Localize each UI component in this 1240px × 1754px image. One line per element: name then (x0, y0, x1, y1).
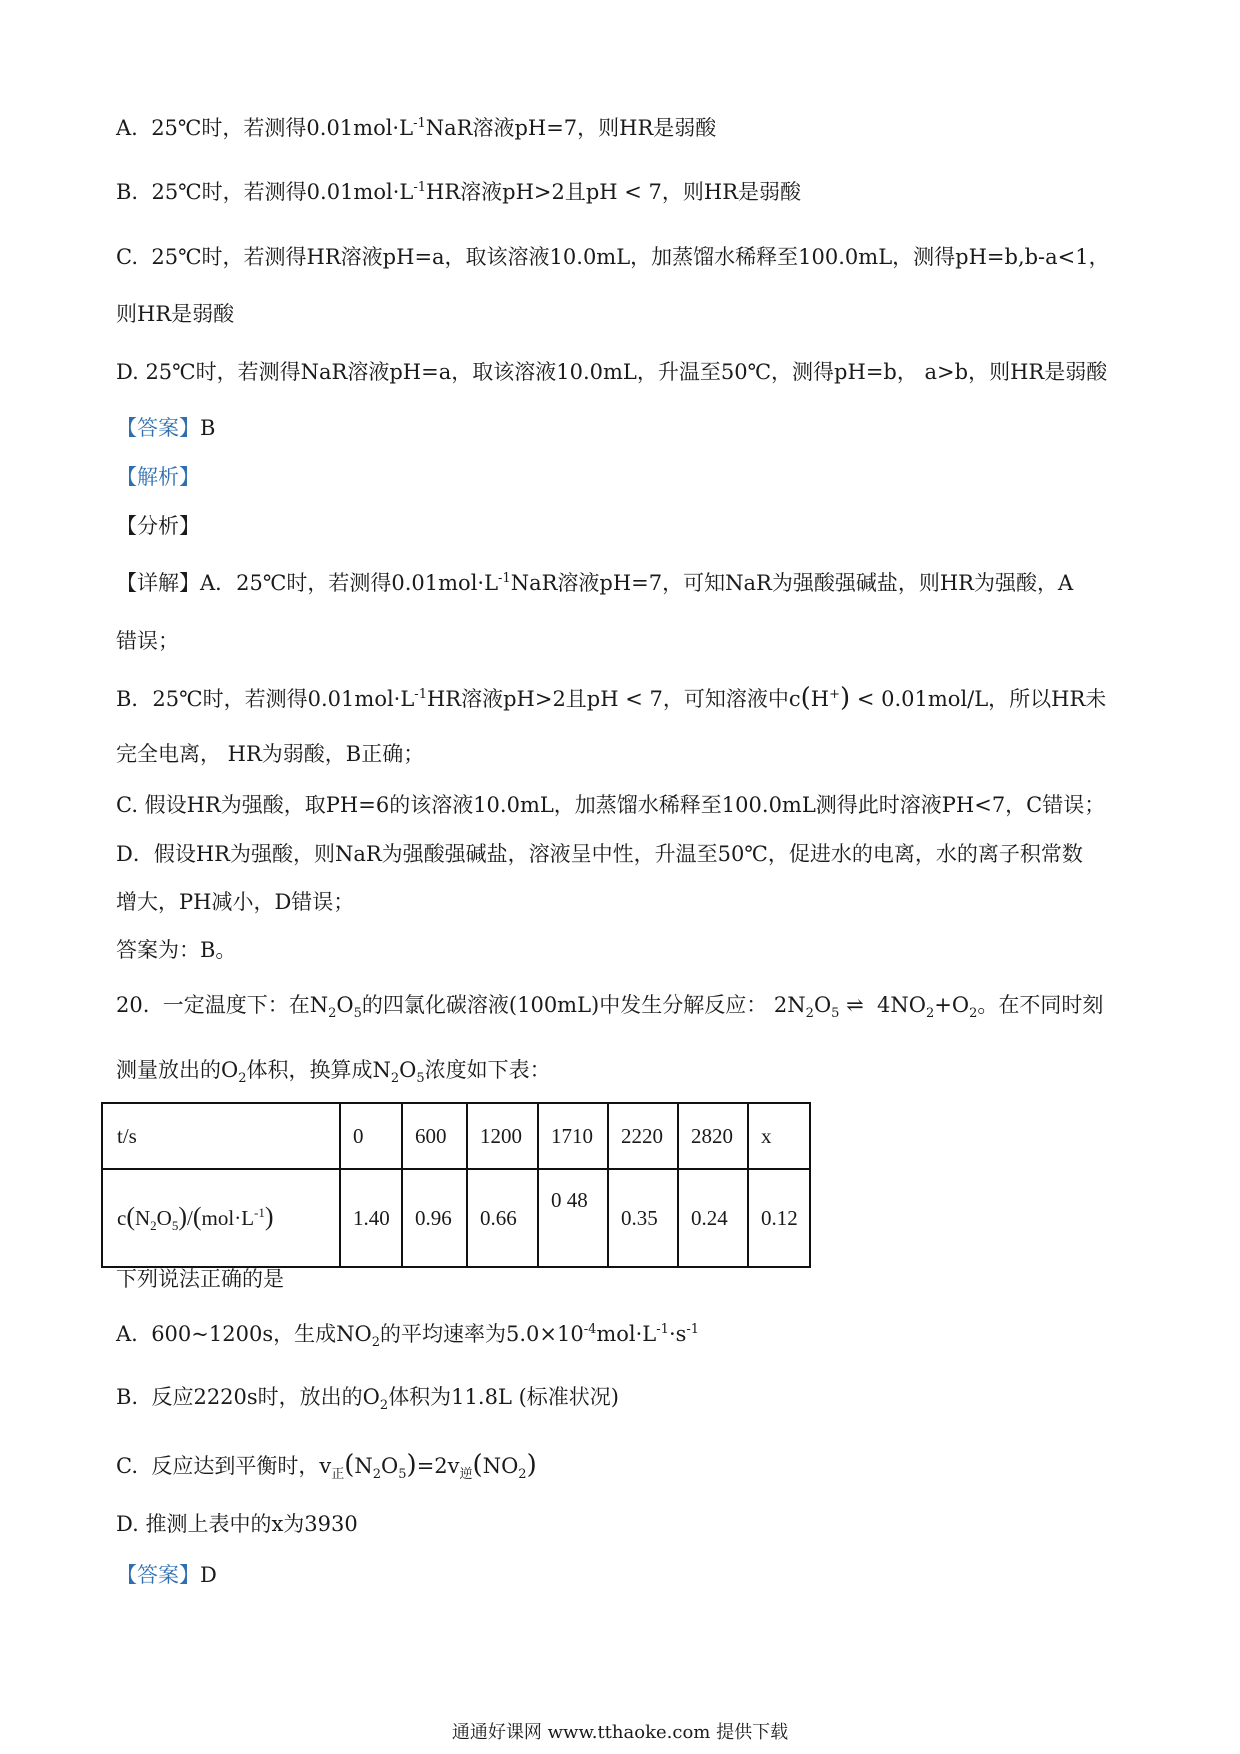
detail-d-line2: 增大，PH减小，D错误； (116, 890, 355, 914)
q20-stem-line2: 测量放出的$O_2$体积，换算成$N_2O_5$浓度如下表： (116, 1058, 551, 1086)
concentration-cell: 0.66 (467, 1169, 538, 1267)
time-cell: 2220 (608, 1103, 678, 1169)
q19-option-a: A. 25℃时，若测得$0.01mol\cdot L^{-1}NaR$溶液pH=7，则HR是弱酸 (116, 116, 717, 140)
table-row-time (102, 1103, 810, 1169)
answer-tag: 【答案】 (116, 1563, 200, 1587)
q20-option-c: C. 反应达到平衡时，$v_正(N_2O_5)=2v_逆(NO_2)$ (116, 1450, 537, 1482)
concentration-cell: 0 48 (538, 1169, 608, 1267)
detail-conclusion: 答案为：B。 (116, 938, 237, 962)
detail-b-line1: B．25℃时，若测得$0.01mol\cdot L^{-1}HR$溶液pH>2且pH < 7，可知溶液中c(H+) < 0.01mol/L，所以HR未 (116, 683, 1107, 713)
q19-option-c-line1: C. 25℃时，若测得HR溶液pH=a，取该溶液10.0mL，加蒸馏水稀释至100.0mL，测得pH=b,b-a<1， (116, 245, 1110, 269)
time-header: t/s (102, 1103, 340, 1169)
table-row-concentration (102, 1169, 810, 1267)
concentration-header: $c(N_2O_5)/(mol\cdot L^{-1})$ (102, 1169, 340, 1267)
q19-option-b: B. 25℃时，若测得$0.01mol\cdot L^{-1}HR$溶液pH>2且pH < 7，则HR是弱酸 (116, 180, 802, 204)
q20-answer (116, 1563, 217, 1588)
detail-c: C. 假设HR为强酸，取PH=6的该溶液10.0mL，加蒸馏水稀释至100.0mL测得此时溶液PH<7，C错误； (116, 793, 1106, 817)
time-cell: x (748, 1103, 810, 1169)
answer-tag: 【答案】 (116, 416, 200, 440)
q19-option-c-line2: 则HR是弱酸 (116, 302, 235, 326)
concentration-cell: 0.12 (748, 1169, 810, 1267)
detail-a-line2: 错误； (116, 629, 179, 653)
time-cell: 2820 (678, 1103, 748, 1169)
concentration-cell: 0.35 (608, 1169, 678, 1267)
footer-watermark: 通通好课网 www.tthaoke.com 提供下载 (451, 1722, 789, 1743)
q20-option-b: B. 反应2220s时，放出的$O_2$体积为11.8L (标准状况) (116, 1385, 619, 1413)
concentration-cell: 0.96 (402, 1169, 467, 1267)
q20-option-a: A. 600~1200s，生成$NO_2$的平均速率为$5.0\times 10^{-4}mol\cdot L^{-1}\cdot s^{-1}$ (116, 1322, 700, 1350)
q20-option-d: D. 推测上表中的x为3930 (116, 1512, 358, 1536)
q19-answer (116, 416, 215, 441)
jiexi-tag: 【解析】 (116, 465, 200, 489)
answer-value: B (200, 416, 216, 440)
detail-b-line2: 完全电离， HR为弱酸，B正确； (116, 742, 425, 766)
time-cell: 600 (402, 1103, 467, 1169)
time-cell: 1710 (538, 1103, 608, 1169)
detail-d-line1: D．假设HR为强酸，则NaR为强酸强碱盐，溶液呈中性，升温至50℃，促进水的电离，水的离子积常数 (116, 842, 1083, 866)
detail-a-line1: 【详解】A．25℃时，若测得$0.01mol\cdot L^{-1}NaR$溶液pH=7，可知NaR为强酸强碱盐，则HR为强酸，A (116, 571, 1074, 595)
q19-option-d: D. 25℃时，若测得NaR溶液pH=a，取该溶液10.0mL，升温至50℃，测得pH=b， a>b，则HR是弱酸 (116, 360, 1108, 384)
q20-stem-line1: 20. 一定温度下：在$N_2O_5$的四氯化碳溶液(100mL)中发生分解反应： $2N_2O_5$ ⇌ $4NO_2+O_2$。在不同时刻 (116, 993, 1104, 1021)
concentration-cell: 1.40 (340, 1169, 402, 1267)
concentration-cell: 0.24 (678, 1169, 748, 1267)
answer-value: D (200, 1563, 217, 1587)
fenxi-tag: 【分析】 (116, 514, 200, 538)
q20-prompt: 下列说法正确的是 (116, 1267, 284, 1291)
concentration-table (101, 1102, 811, 1268)
time-cell: 1200 (467, 1103, 538, 1169)
time-cell: 0 (340, 1103, 402, 1169)
